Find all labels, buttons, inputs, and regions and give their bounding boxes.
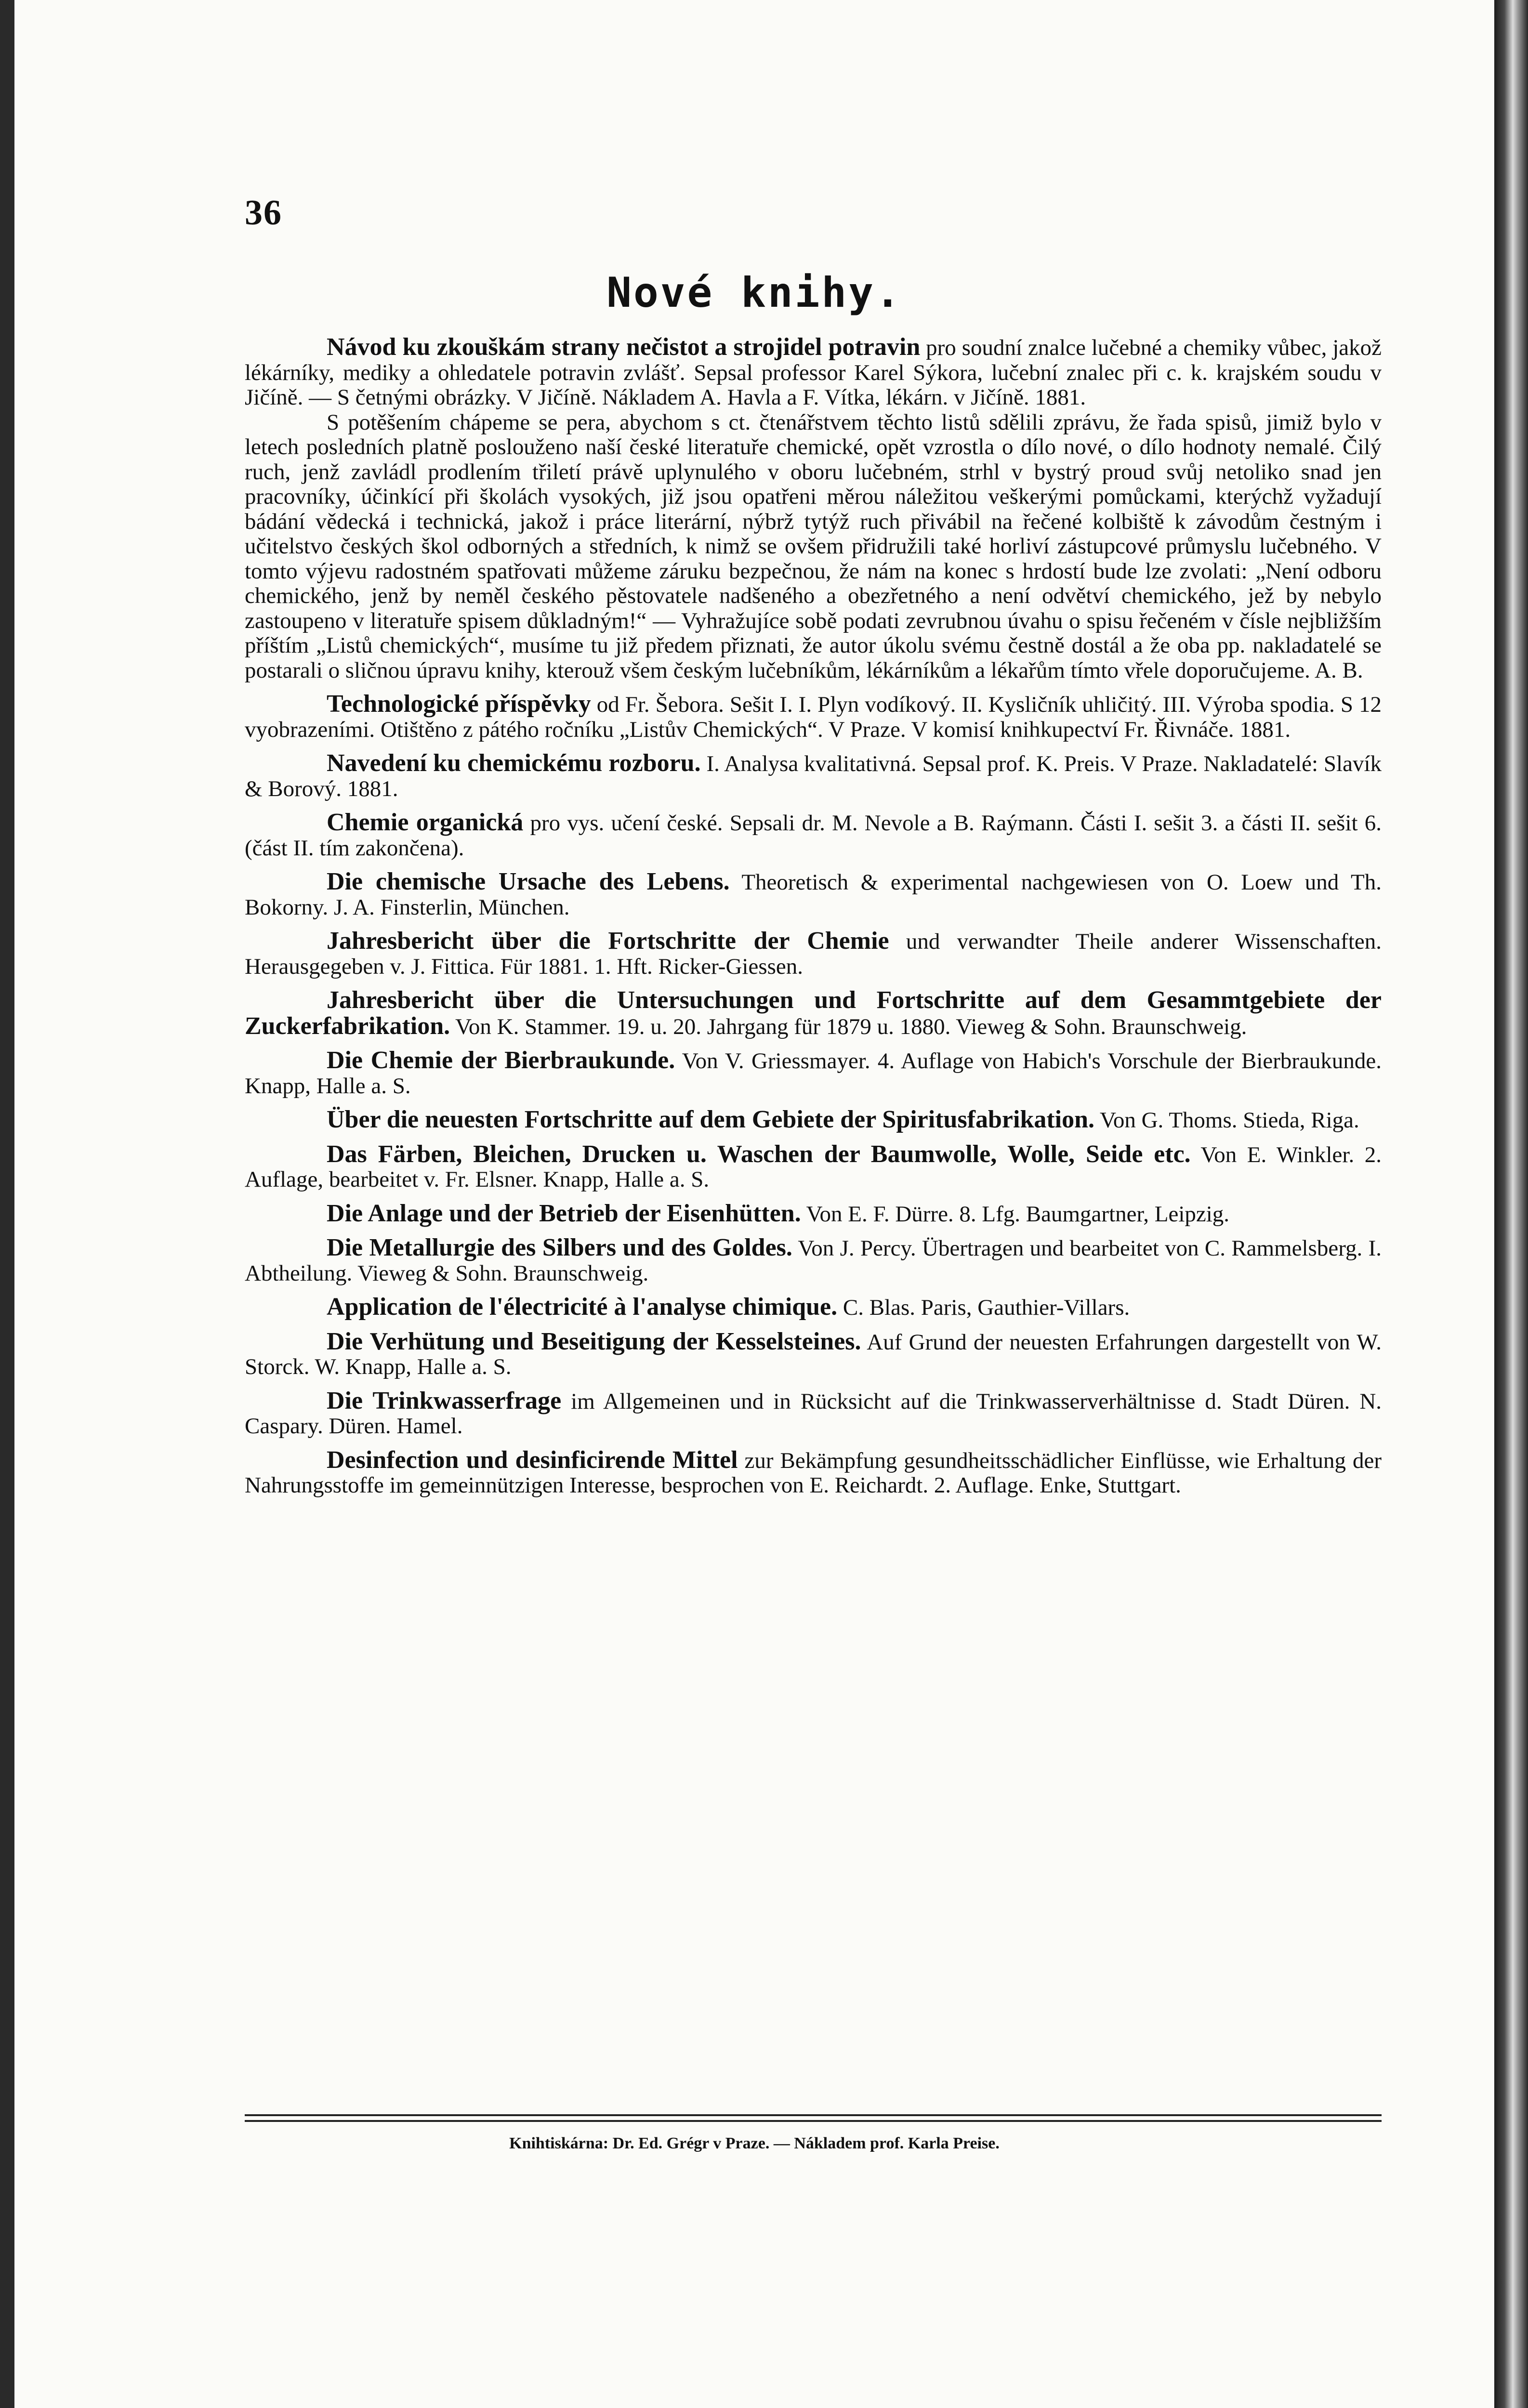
book-entry <box>245 1107 1382 1133</box>
book-description: pro vys. učení české. Sepsali dr. M. Nevole a B. Raýmann. Části I. sešit 3. a části II. sešit 6. (část II. tím zakončena). <box>245 811 1382 861</box>
section-heading: Nové knihy. <box>606 269 902 317</box>
book-description: Von K. Stammer. 19. u. 20. Jahrgang für 1879 u. 1880. Vieweg & Sohn. Braunschweig. <box>455 1014 1247 1039</box>
book-entry <box>245 1388 1382 1439</box>
document-page <box>14 0 1494 2408</box>
book-description: Von E. Winkler. 2. Auflage, bearbeitet v. Fr. Elsner. Knapp, Halle a. S. <box>245 1142 1382 1192</box>
book-description: im Allgemeinen und in Rücksicht auf die Trinkwasserverhältnisse d. Stadt Düren. N. Caspary. Düren. Hamel. <box>245 1388 1382 1439</box>
book-entry <box>245 1235 1382 1286</box>
book-description: pro soudní znalce lučebné a chemiky vůbec, jakož lékárníky, mediky a ohledatele potravin zvlášť. Sepsal professor Karel Sýkora, lučební znalec při c. k. krajském soudu v Jičíně. — S četnými obrázky. V Jičíně. Nákladem A. Havla a F. Vítka, lékárn. v Jičíně. 1881. <box>245 335 1382 410</box>
book-title: Die chemische Ursache des Lebens. <box>327 868 730 895</box>
book-title: Die Chemie der Bierbraukunde. <box>327 1047 675 1074</box>
book-title: Navedení ku chemickému rozboru. <box>327 749 701 777</box>
book-entry <box>245 692 1382 742</box>
book-description: Von J. Percy. Übertragen und bearbeitet von C. Rammelsberg. I. Abtheilung. Vieweg & Sohn. Braunschweig. <box>245 1236 1382 1286</box>
book-description: Auf Grund der neuesten Erfahrungen dargestellt von W. Storck. W. Knapp, Halle a. S. <box>245 1329 1382 1379</box>
book-description: Von V. Griessmayer. 4. Auflage von Habich's Vorschule der Bierbraukunde. Knapp, Halle a. S. <box>245 1048 1382 1099</box>
book-title: Application de l'électricité à l'analyse chimique. <box>327 1293 838 1321</box>
printer-footer: Knihtiskárna: Dr. Ed. Grégr v Praze. — Nákladem prof. Karla Preise. <box>509 2134 1000 2152</box>
book-entry <box>245 1048 1382 1099</box>
book-description: C. Blas. Paris, Gauthier-Villars. <box>843 1295 1130 1320</box>
book-title: Die Trinkwasserfrage <box>327 1387 562 1414</box>
footer-rule-top <box>245 2114 1382 2116</box>
book-title: Jahresbericht über die Fortschritte der Chemie <box>327 927 889 955</box>
book-title: Das Färben, Bleichen, Drucken u. Waschen der Baumwolle, Wolle, Seide etc. <box>327 1140 1191 1168</box>
scan-edge <box>1494 0 1528 2408</box>
book-title: Návod ku zkouškám strany nečistot a strojidel potravin <box>327 333 921 361</box>
book-title: Jahresbericht über die Untersuchungen und Fortschritte auf dem Gesammtgebiete der Zuckerfabrikation. <box>245 986 1382 1040</box>
review-text: S potěšením chápeme se pera, abychom s ct. čtenářstvem těchto listů sdělili zprávu, že řada spisů, jimiž bylo v letech posledních platně poslouženo naší české literatuře chemické, opět vzrostla o dílo nové, o dílo hodnoty nemalé. Čilý ruch, jenž zavládl prodlením třiletí právě uplynulého v oboru lučebném, strhl v bystrý proud svůj netoliko snad jen pracovníky, účinkící při školách vysokých, již jsou opatřeni měrou náležitou veškerými pomůckami, kterýchž vyžadují bádání vědecká i technická, jakož i práce literární, nýbrž tytýž ruch přivábil na řečené kolbiště k závodům čestným i učitelstvo českých škol odborných a středních, k nimž se ovšem přidružili také horliví zástupcové průmyslu lučebného. V tomto výjevu radostném spatřovati můžeme záruku bezpečnou, že nám na konec s hrdostí bude lze zvolati: „Není odboru chemického, jenž by neměl českého pěstovatele nadšeného a obezřetného a není odvětví chemického, jež by nebylo zastoupeno v literatuře spisem důkladným!“ — Vyhražujíce sobě podati zevrubnou úvahu o spisu řečeném v čísle nejbližším příštím „Listů chemických“, musíme tu již předem přiznati, že autor úkolu svému čestně dostál a že oba pp. nakladatelé se postarali o sličnou úpravu knihy, kterouž všem českým lučebníkům, lékárníkům a lékařům tímto vřele doporučujeme. A. B. <box>245 409 1382 683</box>
book-description: Von G. Thoms. Stieda, Riga. <box>1099 1108 1359 1133</box>
book-entry <box>245 751 1382 801</box>
book-description: und verwandter Theile anderer Wissenschaften. Herausgegeben v. J. Fittica. Für 1881. 1. Hft. Ricker-Giessen. <box>245 929 1382 979</box>
book-title: Die Verhütung und Beseitigung der Kesselsteines. <box>327 1327 861 1355</box>
book-description: zur Bekämpfung gesundheitsschädlicher Einflüsse, wie Erhaltung der Nahrungsstoffe im gemeinnützigen Interesse, besprochen von E. Reichardt. 2. Auflage. Enke, Stuttgart. <box>245 1448 1382 1498</box>
book-title: Desinfection und desinficirende Mittel <box>327 1446 738 1474</box>
book-title: Über die neuesten Fortschritte auf dem Gebiete der Spiritusfabrikation. <box>327 1106 1095 1133</box>
book-entry <box>245 869 1382 920</box>
footer-rule-bottom <box>245 2120 1382 2122</box>
book-entry <box>245 1142 1382 1192</box>
book-entry <box>245 1448 1382 1498</box>
book-entry <box>245 988 1382 1039</box>
book-title: Technologické příspěvky <box>327 690 591 718</box>
book-description: od Fr. Šebora. Sešit I. I. Plyn vodíkový. II. Kysličník uhličitý. III. Výroba spodia. S 12 vyobrazeními. Otištěno z pátého ročníku „Listův Chemických“. V Praze. V komisí knihkupectví Fr. Řivnáče. 1881. <box>245 692 1382 742</box>
book-entry <box>245 810 1382 861</box>
book-entry <box>245 1329 1382 1380</box>
page-number: 36 <box>245 193 282 233</box>
book-description: I. Analysa kvalitativná. Sepsal prof. K. Preis. V Praze. Nakladatelé: Slavík & Borový. 1881. <box>245 751 1382 801</box>
book-title: Chemie organická <box>327 809 524 836</box>
book-entry <box>245 335 1382 683</box>
book-entry <box>245 929 1382 979</box>
book-description: Theoretisch & experimental nachgewiesen von O. Loew und Th. Bokorny. J. A. Finsterlin, München. <box>245 870 1382 920</box>
book-entry <box>245 1201 1382 1227</box>
book-title: Die Anlage und der Betrieb der Eisenhütten. <box>327 1199 801 1227</box>
book-title: Die Metallurgie des Silbers und des Goldes. <box>327 1234 792 1261</box>
book-description: Von E. F. Dürre. 8. Lfg. Baumgartner, Leipzig. <box>806 1201 1230 1227</box>
book-list <box>245 335 1382 1507</box>
book-entry <box>245 1295 1382 1321</box>
